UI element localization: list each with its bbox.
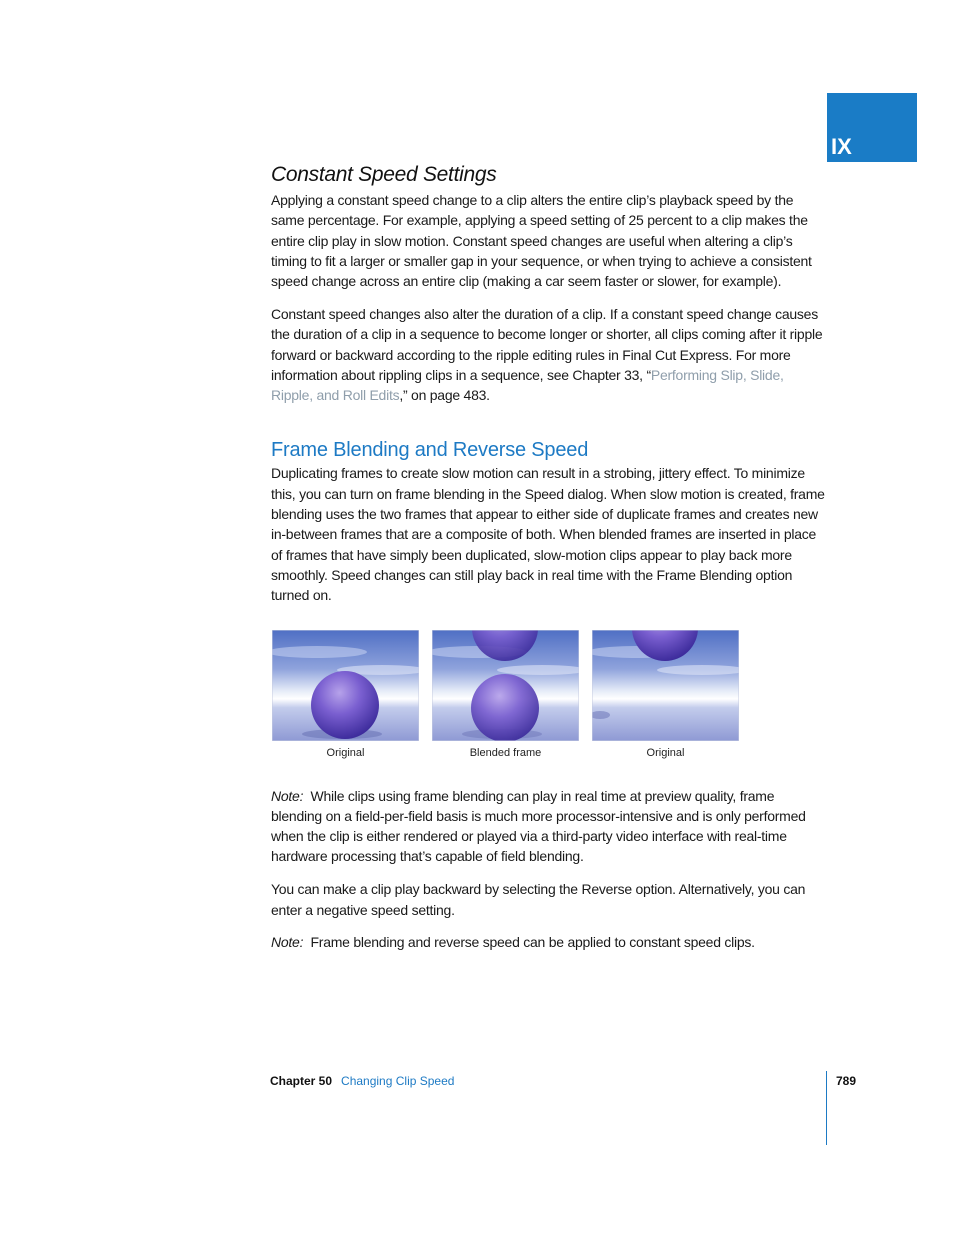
paragraph-reverse: You can make a clip play backward by selecting the Reverse option. Alternatively, you can enter a negative speed setting.	[271, 881, 806, 918]
section-title: Constant Speed Settings	[271, 163, 497, 186]
main-content	[271, 160, 826, 953]
chapter-label: Chapter 50	[270, 1074, 333, 1088]
note-label: Note:	[271, 934, 304, 951]
subsection-title: Frame Blending and Reverse Speed	[271, 439, 589, 462]
figure-original-first	[272, 630, 419, 760]
note-text: While clips using frame blending can play in real time at preview quality, frame blending on a field-per-field basis is much more processor-intensive and is only performed when the clip is either rendered or played via a third-party video interface with real-time hardware processing that’s capable of field blending.	[271, 787, 806, 865]
figure-caption: Blended frame	[469, 746, 542, 759]
part-tab-label: IX	[831, 134, 852, 159]
note-reverse-speed	[271, 932, 826, 952]
figure-caption: Original	[646, 746, 685, 759]
chapter-name-link[interactable]: Changing Clip Speed	[341, 1074, 455, 1088]
note-frame-blending	[271, 786, 826, 867]
frame-blending-figures	[272, 630, 826, 760]
blended-frame-image	[432, 630, 579, 741]
footer-chapter	[270, 1073, 454, 1089]
paragraph-constant-speed-intro: Applying a constant speed change to a clip alters the entire clip’s playback speed by the same percentage. For example, applying a speed setting of 25 percent to a clip makes the entire clip play in slow motion. Constant speed changes are useful when altering a clip’s timing to fit a larger or smaller gap in your sequence, or when trying to achieve a consistent speed change across an entire clip (making a car seem faster or slower, for example).	[271, 192, 812, 290]
figure-caption: Original	[326, 746, 365, 759]
original-frame-image	[272, 630, 419, 741]
paragraph-frame-blending: Duplicating frames to create slow motion can result in a strobing, jittery effect. To minimize this, you can turn on frame blending in the Speed dialog. When slow motion is created, frame blending uses the two frames that appear to either side of duplicate frames and creates new in-between frames that are a composite of both. When blended frames are inserted in place of frames that have simply been duplicated, slow-motion clips appear to play back more smoothly. Speed changes can still play back in real time with the Frame Blending option turned on.	[271, 465, 825, 604]
note-text: Frame blending and reverse speed can be applied to constant speed clips.	[310, 934, 755, 951]
figure-original-second	[592, 630, 739, 760]
footer-divider	[826, 1071, 827, 1145]
part-tab	[827, 93, 917, 162]
paragraph-text: ,” on page 483.	[399, 387, 490, 404]
original-frame-image	[592, 630, 739, 741]
figure-blended-frame	[432, 630, 579, 760]
paragraph-text: Constant speed changes also alter the duration of a clip. If a constant speed change causes the duration of a clip in a sequence to become longer or shorter, all clips coming after it ripple forward or backward according to the ripple editing rules in Final Cut Express. For more information about rippling clips in a sequence, see Chapter 33, “	[271, 305, 823, 383]
page-number: 789	[836, 1074, 857, 1088]
note-label: Note:	[271, 787, 304, 804]
paragraph-constant-speed-duration	[271, 304, 826, 405]
cross-reference-link[interactable]: Performing Slip, Slide, Ripple, and Roll Edits	[271, 366, 784, 404]
